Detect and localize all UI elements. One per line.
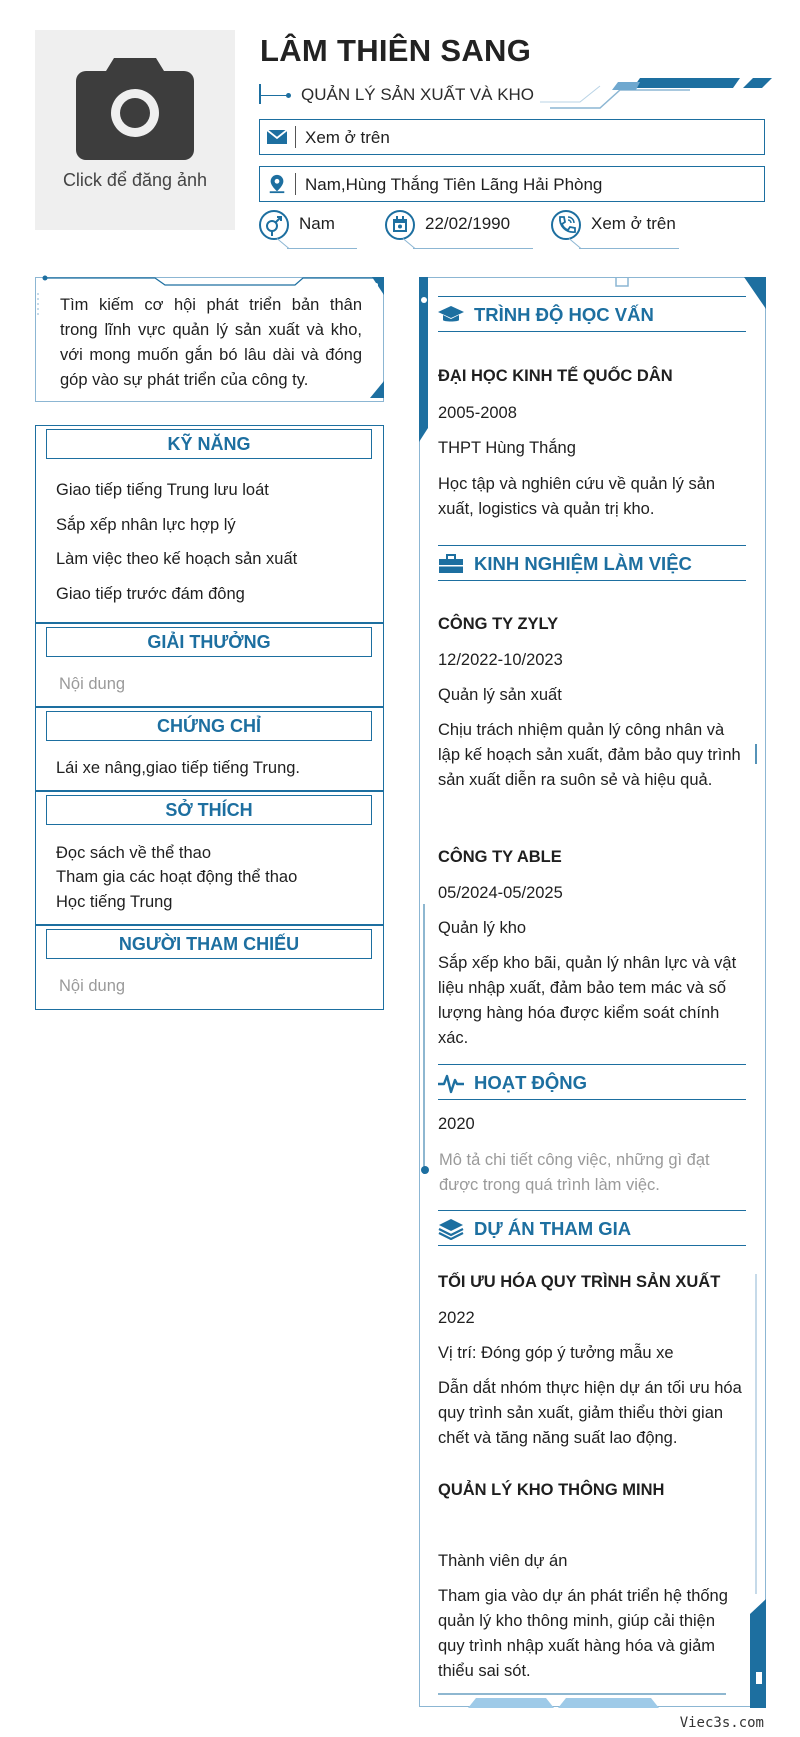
underline — [579, 248, 679, 249]
skill-item: Làm việc theo kế hoạch sản xuất — [56, 550, 298, 568]
job-period[interactable]: 05/2024-05/2025 — [438, 884, 563, 902]
phone-value: Xem ở trên — [591, 214, 676, 233]
objective-frame-decoration — [35, 273, 386, 403]
watermark: Viec3s.com — [679, 1715, 764, 1731]
header-circuit-decoration — [540, 76, 772, 112]
photo-caption: Click để đăng ảnh — [62, 170, 208, 190]
email-value: Xem ở trên — [305, 128, 390, 147]
project-year[interactable]: 2022 — [438, 1309, 475, 1327]
job-company[interactable]: CÔNG TY ABLE — [438, 848, 562, 866]
education-description[interactable]: Học tập và nghiên cứu về quản lý sản xuất, logistics và quản trị kho. — [438, 475, 716, 518]
skill-item: Giao tiếp trước đám đông — [56, 585, 245, 603]
underline — [413, 248, 533, 249]
job-description[interactable]: Sắp xếp kho bãi, quản lý nhân lực và vật liệu nhập xuất, đảm bảo tem mác và số lượng hàng hóa được kiểm soát chính xác. — [438, 954, 737, 1047]
address-field[interactable] — [259, 166, 765, 202]
experience-heading-bar — [438, 545, 746, 581]
projects-heading-bar — [438, 1210, 746, 1246]
project-name[interactable]: QUẢN LÝ KHO THÔNG MINH — [438, 1481, 665, 1499]
activities-heading-bar — [438, 1064, 746, 1100]
calendar-icon — [385, 210, 415, 240]
education-school[interactable]: ĐẠI HỌC KINH TẾ QUỐC DÂN — [438, 367, 673, 385]
title-decoration — [259, 84, 261, 104]
skill-item: Giao tiếp tiếng Trung lưu loát — [56, 481, 269, 499]
education-period[interactable]: 2005-2008 — [438, 404, 517, 422]
phone-icon — [551, 210, 581, 240]
activities-heading: HOẠT ĐỘNG — [474, 1072, 588, 1093]
hobbies-heading: SỞ THÍCH — [46, 795, 372, 825]
divider — [295, 126, 296, 148]
certificates-heading: CHỨNG CHỈ — [46, 711, 372, 741]
activity-description[interactable]: Mô tả chi tiết công việc, những gì đạt được trong quá trình làm việc. — [439, 1151, 710, 1194]
project-description[interactable]: Dẫn dắt nhóm thực hiện dự án tối ưu hóa quy trình sản xuất, giảm thiểu thời gian chết và tăng năng suất lao động. — [438, 1379, 742, 1447]
references-heading: NGƯỜI THAM CHIẾU — [46, 929, 372, 959]
title-decoration-dot — [286, 93, 291, 98]
briefcase-icon — [438, 553, 464, 575]
hobby-item: Học tiếng Trung — [56, 893, 173, 911]
location-pin-icon — [266, 174, 288, 194]
layers-icon — [438, 1218, 464, 1240]
camera-icon — [76, 58, 194, 160]
skills-heading: KỸ NĂNG — [46, 429, 372, 459]
job-description[interactable]: Chịu trách nhiệm quản lý công nhân và lập kế hoạch sản xuất, đảm bảo quy trình sản xuất diễn ra suôn sẻ và hiệu quả. — [438, 721, 741, 789]
underline — [287, 248, 357, 249]
hobbies-section[interactable] — [35, 791, 384, 925]
divider — [295, 173, 296, 195]
gender-value: Nam — [299, 214, 335, 233]
job-title[interactable]: QUẢN LÝ SẢN XUẤT VÀ KHO — [301, 85, 535, 104]
skills-section[interactable] — [35, 425, 384, 623]
job-period[interactable]: 12/2022-10/2023 — [438, 651, 563, 669]
awards-content: Nội dung — [59, 675, 126, 693]
skill-item: Sắp xếp nhân lực hợp lý — [56, 516, 236, 534]
email-field[interactable] — [259, 119, 765, 155]
project-description[interactable]: Tham gia vào dự án phát triển hệ thống quản lý kho thông minh, giúp cải thiện quy trình nhập xuất hàng hóa và giảm thiểu sai sót. — [438, 1587, 728, 1680]
awards-heading: GIẢI THƯỞNG — [46, 627, 372, 657]
job-position[interactable]: Quản lý sản xuất — [438, 686, 562, 704]
references-section[interactable] — [35, 925, 384, 1010]
heartbeat-icon — [438, 1072, 464, 1094]
hobby-item: Tham gia các hoạt động thể thao — [56, 868, 298, 886]
gender-icon — [259, 210, 289, 240]
title-decoration-line — [259, 95, 289, 96]
candidate-name[interactable]: LÂM THIÊN SANG — [260, 33, 532, 68]
job-position[interactable]: Quản lý kho — [438, 919, 527, 937]
hobby-item: Đọc sách về thể thao — [56, 844, 212, 862]
avatar-upload[interactable] — [35, 30, 235, 230]
address-value: Nam,Hùng Thắng Tiên Lãng Hải Phòng — [305, 175, 603, 194]
references-content: Nội dung — [59, 977, 126, 995]
education-major[interactable]: THPT Hùng Thắng — [438, 439, 576, 457]
project-name[interactable]: TỐI ƯU HÓA QUY TRÌNH SẢN XUẤT — [438, 1273, 721, 1291]
experience-heading: KINH NGHIỆM LÀM VIỆC — [474, 553, 692, 574]
project-role[interactable]: Thành viên dự án — [438, 1552, 568, 1570]
certificates-content: Lái xe nâng,giao tiếp tiếng Trung. — [56, 759, 301, 777]
education-heading: TRÌNH ĐỘ HỌC VẤN — [474, 304, 654, 325]
birthday-value: 22/02/1990 — [425, 214, 511, 233]
mail-icon — [266, 127, 288, 147]
project-role[interactable]: Vị trí: Đóng góp ý tưởng mẫu xe — [438, 1344, 674, 1362]
awards-section[interactable] — [35, 623, 384, 707]
career-objective-text: Tìm kiếm cơ hội phát triển bản thân trong lĩnh vực quản lý sản xuất và kho, với mong muốn gắn bó lâu dài và đóng góp vào sự phát triển của công ty. — [60, 296, 362, 389]
education-heading-bar — [438, 296, 746, 332]
activity-year[interactable]: 2020 — [438, 1115, 475, 1133]
job-company[interactable]: CÔNG TY ZYLY — [438, 615, 559, 633]
certificates-section[interactable] — [35, 707, 384, 791]
graduation-cap-icon — [438, 304, 464, 326]
projects-heading: DỰ ÁN THAM GIA — [474, 1218, 632, 1239]
